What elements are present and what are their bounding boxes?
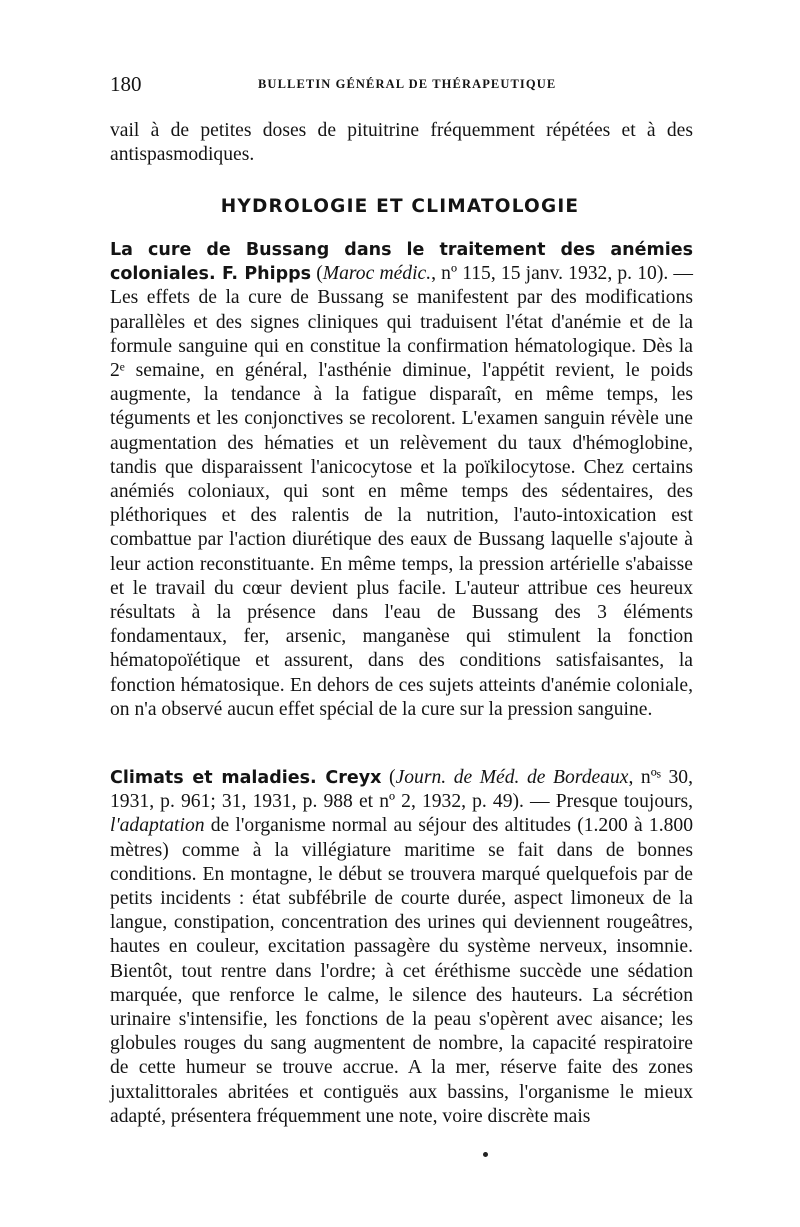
intro-text: vail à de petites doses de pituitrine fréquemment répétées et à des antispasmodiques. [110,120,693,166]
article-climats-citation: , nºˢ 30, 1931, p. 961; 31, 1931, p. 988 et nº 2, 1932, p. 49). — [110,767,693,813]
page-number: 180 [110,72,142,96]
section-title: HYDROLOGIE ET CLIMATOLOGIE [220,196,580,217]
article-bussang-title: La cure de Bussang dans le traitement des anémies coloniales. F. Phipps [110,240,693,285]
article-climats-journal: Journ. de Méd. de Bordeaux [395,767,629,788]
intro-paragraph [110,119,693,167]
article-climats-title: Climats et maladies. Creyx [110,768,382,788]
article-bussang-citation-open: ( [311,263,323,285]
article-climats-body-a: Presque toujours, [549,791,693,813]
article-climats [110,766,693,1129]
article-climats-emphasis: l'adaptation [110,815,205,837]
article-climats-body-b: de l'organisme normal au séjour des altitudes (1.200 à 1.800 mètres) comme à la villégiature maritime se fait dans de bonnes conditions. En montagne, le début se trouvera marqué quelquefois par de petits incidents : état subfébrile de courte durée, aspect limoneux de la langue, constipation, concentration des urines qui deviennent rougeâtres, hautes en couleur, excitation passagère du système nerveux, insomnie. Bientôt, tout rentre dans l'ordre; à cet éréthisme succède une sédation marquée, que renforce le calme, le silence des hauteurs. La sécrétion urinaire s'intensifie, les fonctions de la peau s'opèrent avec aisance; les globules rouges du sang augmentent de nombre, la capacité respiratoire de cette humeur se trouve accrue. A la mer, réserve faite des zones juxtalittorales abritées et contiguës aux bassins, l'organisme le mieux adapté, présentera fréquemment une note, voire discrète mais [110,815,693,1127]
page-header [110,72,690,102]
article-bussang [110,238,693,722]
footer-mark [483,1152,488,1157]
article-bussang-journal: Maroc médic. [322,263,432,285]
article-bussang-paragraph [110,238,693,722]
article-bussang-citation: , nº 115, 15 janv. 1932, p. 10). [431,263,669,285]
article-climats-paragraph [110,766,693,1129]
article-climats-citation-open: ( [381,767,396,788]
article-bussang-body: — Les effets de la cure de Bussang se manifestent par des modifications parallèles et des signes cliniques qui traduisent l'état d'anémie et de la formule sanguine qui en constitue la confirmation hématologique. Dès la 2ᵉ semaine, en général, l'asthénie diminue, l'appétit revient, le poids augmente, la tendance à la fatigue disparaît, en même temps, les téguments et les conjonctives se recolorent. L'examen sanguin révèle une augmentation des hématies et un relèvement du taux d'hémoglobine, tandis que disparaissent l'anicocytose et la poïkilocytose. Chez certains anémiés coloniaux, qui sont en même temps des sédentaires, des pléthoriques et des ralentis de la nutrition, l'auto-intoxication est combattue par l'action diurétique des eaux de Bussang laquelle s'ajoute à leur action reconstituante. En même temps, la pression artérielle s'abaisse et le travail du cœur devient plus facile. L'auteur attribue ces heureux résultats à la présence dans l'eau de Bussang des 3 éléments fondamentaux, fer, arsenic, manganèse qui stimulent la fonction hématopoïétique et assurent, dans des conditions satisfaisantes, la fonction hématosique. En dehors de ces sujets atteints d'anémie coloniale, on n'a observé aucun effet spécial de la cure sur la pression sanguine. [110,263,693,720]
running-title: BULLETIN GÉNÉRAL DE THÉRAPEUTIQUE [258,77,557,91]
